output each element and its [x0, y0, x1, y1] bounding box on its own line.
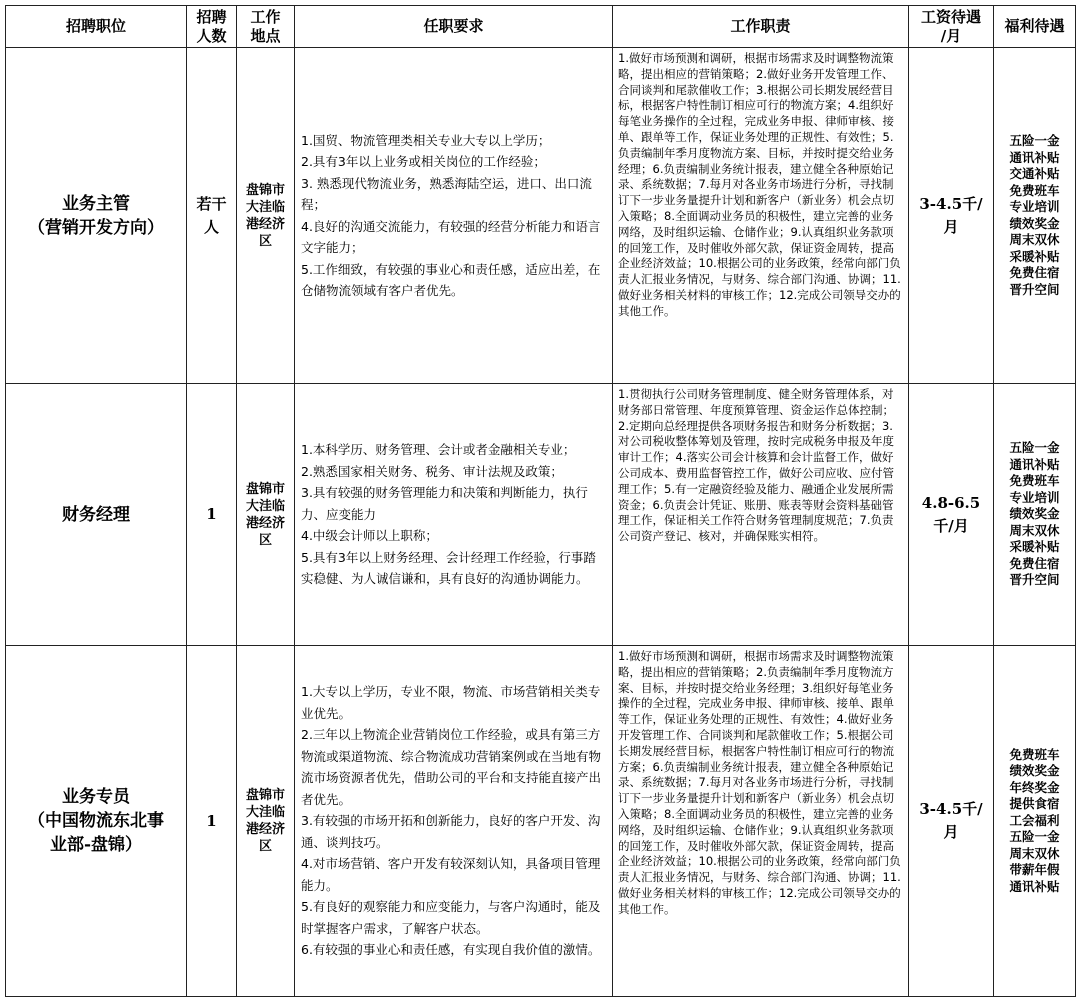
header-row	[6, 6, 1076, 48]
header-benefits: 福利待遇	[994, 6, 1076, 48]
position-subtitle: 业部-盘锦）	[49, 835, 143, 855]
benefits-cell	[994, 646, 1076, 997]
table-row	[6, 384, 1076, 646]
requirement-item: 1.国贸、物流管理类相关专业大专以上学历；	[301, 132, 551, 148]
benefit-item: 周末双休	[1009, 845, 1060, 861]
requirements-cell	[295, 384, 613, 646]
requirement-item: 3. 熟悉现代物流业务，熟悉海陆空运，进口、出口流程；	[301, 175, 592, 212]
requirement-item: 4.中级会计师以上职称；	[301, 528, 438, 544]
benefit-item: 采暖补贴	[1009, 248, 1060, 264]
salary-cell: 4.8-6.5 千/月	[909, 384, 994, 646]
benefit-item: 免费班车	[1009, 746, 1060, 762]
table-row	[6, 646, 1076, 997]
benefit-item: 晋升空间	[1009, 281, 1060, 297]
requirement-item: 2.熟悉国家相关财务、税务、审计法规及政策；	[301, 463, 563, 479]
benefit-item: 提供食宿	[1009, 796, 1060, 812]
benefit-item: 绩效奖金	[1009, 506, 1060, 522]
requirement-item: 2.三年以上物流企业营销岗位工作经验，或具有第三方物流或渠道物流、综合物流成功营销案例或在当地有物流市场资源者优先，借助公司的平台和支持能直接产出者优先。	[301, 727, 602, 807]
header-salary: 工资待遇 /月	[909, 6, 994, 48]
benefit-item: 通讯补贴	[1009, 456, 1060, 472]
benefit-item: 免费班车	[1009, 182, 1060, 198]
benefits-cell	[994, 48, 1076, 384]
header-position: 招聘职位	[6, 6, 187, 48]
location-cell: 盘锦市 大洼临 港经济 区	[237, 384, 295, 646]
benefit-item: 通讯补贴	[1009, 878, 1060, 894]
requirement-item: 3.有较强的市场开拓和创新能力，良好的客户开发、沟通、谈判技巧。	[301, 813, 601, 850]
position-subtitle: （营销开发方向）	[28, 217, 164, 238]
position-title: 财务经理	[62, 504, 130, 525]
benefit-item: 专业培训	[1009, 199, 1060, 214]
duties-cell: 1.做好市场预测和调研，根据市场需求及时调整物流策略，提出相应的营销策略；2.做好业务开发管理工作、合同谈判和尾款催收工作；3.根据公司长期发展经营目标，根据客户特性制订相应可行的物流方案；4.组织好每笔业务操作的全过程，完成业务申报、律师审核、接单、跟单等工作，保证业务处理的正规性、有效性；5.负责编制年季月度物流方案、目标，并按时提交给业务经理；6.负责编制业务统计报表，建立健全各种原始记录、系统数据；7.每月对各业务市场进行分析，寻找制订下一步业务量提升计划和新客户（新业务）机会点切入策略；8.全面调动业务员的积极性，建立完善的业务网络，及时组织运输、仓储作业；9.认真组织业务款项的回笼工作，及时催收外部欠款，保证资金周转，提高企业经济效益；10.根据公司的业务政策，经常向部门负责人汇报业务情况，与财务、综合部门沟通、协调；11.做好业务相关材料的审核工作；12.完成公司领导交办的其他工作。	[613, 48, 909, 384]
requirements-cell	[295, 646, 613, 997]
header-location: 工作 地点	[237, 6, 295, 48]
position-subtitle: （中国物流东北事	[28, 811, 164, 831]
recruitment-table	[5, 5, 1076, 997]
duties-cell: 1.做好市场预测和调研，根据市场需求及时调整物流策略，提出相应的营销策略；2.负责编制年季月度物流方案、目标，并按时提交给业务经理；3.组织好每笔业务操作的全过程，完成业务申报、律师审核、接单、跟单等工作，保证业务处理的正规性、有效性；4.做好业务开发管理工作、合同谈判和尾款催收工作；5.根据公司长期发展经营目标，根据客户特性制订相应可行的物流方案；6.负责编制业务统计报表，建立健全各种原始记录、系统数据；7.每月对各业务市场进行分析，寻找制订下一步业务量提升计划和新客户（新业务）机会点切入策略；8.全面调动业务员的积极性，建立完善的业务网络，及时组织运输、仓储作业；9.认真组织业务款项的回笼工作，及时催收外部欠款，保证资金周转，提高企业经济效益；10.根据公司的业务政策，经常向部门负责人汇报业务情况，与财务、综合部门沟通、协调；11.做好业务相关材料的审核工作；12.完成公司领导交办的其他工作。	[613, 646, 909, 997]
recruitment-sheet	[5, 5, 1075, 996]
position-cell	[6, 48, 187, 384]
table-row	[6, 48, 1076, 384]
requirement-item: 1.本科学历、财务管理、会计或者金融相关专业；	[301, 442, 576, 458]
requirements-cell	[295, 48, 613, 384]
location-cell: 盘锦市 大洼临 港经济 区	[237, 48, 295, 384]
position-cell	[6, 384, 187, 646]
requirement-item: 6.有较强的事业心和责任感，有实现自我价值的激情。	[301, 942, 601, 958]
requirement-item: 5.工作细致，有较强的事业心和责任感，适应出差，在仓储物流领域有客户者优先。	[301, 261, 601, 298]
header-requirements: 任职要求	[295, 6, 613, 48]
benefit-item: 绩效奖金	[1009, 763, 1060, 779]
requirement-item: 4.对市场营销、客户开发有较深刻认知，具备项目管理能力。	[301, 856, 601, 893]
salary-cell: 3-4.5千/ 月	[909, 646, 994, 997]
benefit-item: 晋升空间	[1009, 572, 1060, 588]
benefit-item: 免费住宿	[1009, 555, 1060, 571]
benefit-item: 采暖补贴	[1009, 539, 1060, 555]
benefit-item: 周末双休	[1009, 232, 1060, 247]
requirement-item: 1.大专以上学历，专业不限，物流、市场营销相关类专业优先。	[301, 684, 601, 721]
requirement-item: 2.具有3年以上业务或相关岗位的工作经验；	[301, 154, 546, 169]
benefit-item: 工会福利	[1009, 812, 1060, 828]
benefit-item: 五险一金	[1009, 440, 1060, 456]
header-duties: 工作职责	[613, 6, 909, 48]
benefit-item: 免费班车	[1009, 473, 1060, 489]
duties-cell: 1.贯彻执行公司财务管理制度、健全财务管理体系，对财务部日常管理、年度预算管理、资金运作总体控制；2.定期向总经理提供各项财务报告和财务分析数据；3.对公司税收整体筹划及管理，按时完成税务申报及年度审计工作；4.落实公司会计核算和会计监督工作，做好公司成本、费用监督管控工作，做好公司应收、应付管理工作；5.有一定融资经验及能力、融通企业发展所需资金；6.负责会计凭证、账册、账表等财会资料基础管理工作，保证相关工作符合财务管理制度规范；7.负责公司资产登记、核对，并确保账实相符。	[613, 384, 909, 646]
benefit-item: 带薪年假	[1009, 862, 1060, 878]
position-title: 业务专员	[62, 787, 130, 807]
benefit-item: 年终奖金	[1009, 779, 1060, 795]
count-cell: 1	[187, 646, 237, 997]
header-count: 招聘 人数	[187, 6, 237, 48]
requirement-item: 4.良好的沟通交流能力，有较强的经营分析能力和语言文字能力；	[301, 218, 601, 255]
requirement-item: 5.具有3年以上财务经理、会计经理工作经验，行事踏实稳健、为人诚信谦和，具有良好的沟通协调能力。	[301, 549, 596, 587]
benefit-item: 五险一金	[1009, 829, 1060, 845]
benefits-cell	[994, 384, 1076, 646]
requirement-item: 3.具有较强的财务管理能力和决策和判断能力，执行力、应变能力	[301, 485, 588, 522]
benefit-item: 专业培训	[1009, 489, 1060, 505]
position-cell	[6, 646, 187, 997]
count-cell: 若干 人	[187, 48, 237, 384]
position-title: 业务主管	[62, 193, 130, 214]
benefit-item: 绩效奖金	[1009, 215, 1060, 231]
requirement-item: 5.有良好的观察能力和应变能力，与客户沟通时，能及时掌握客户需求，了解客户状态。	[301, 899, 601, 936]
benefit-item: 交通补贴	[1009, 166, 1060, 181]
count-cell: 1	[187, 384, 237, 646]
location-cell: 盘锦市 大洼临 港经济 区	[237, 646, 295, 997]
benefit-item: 周末双休	[1009, 522, 1060, 538]
benefit-item: 通讯补贴	[1009, 149, 1060, 165]
benefit-item: 免费住宿	[1009, 265, 1060, 280]
salary-cell: 3-4.5千/ 月	[909, 48, 994, 384]
benefit-item: 五险一金	[1009, 133, 1060, 148]
